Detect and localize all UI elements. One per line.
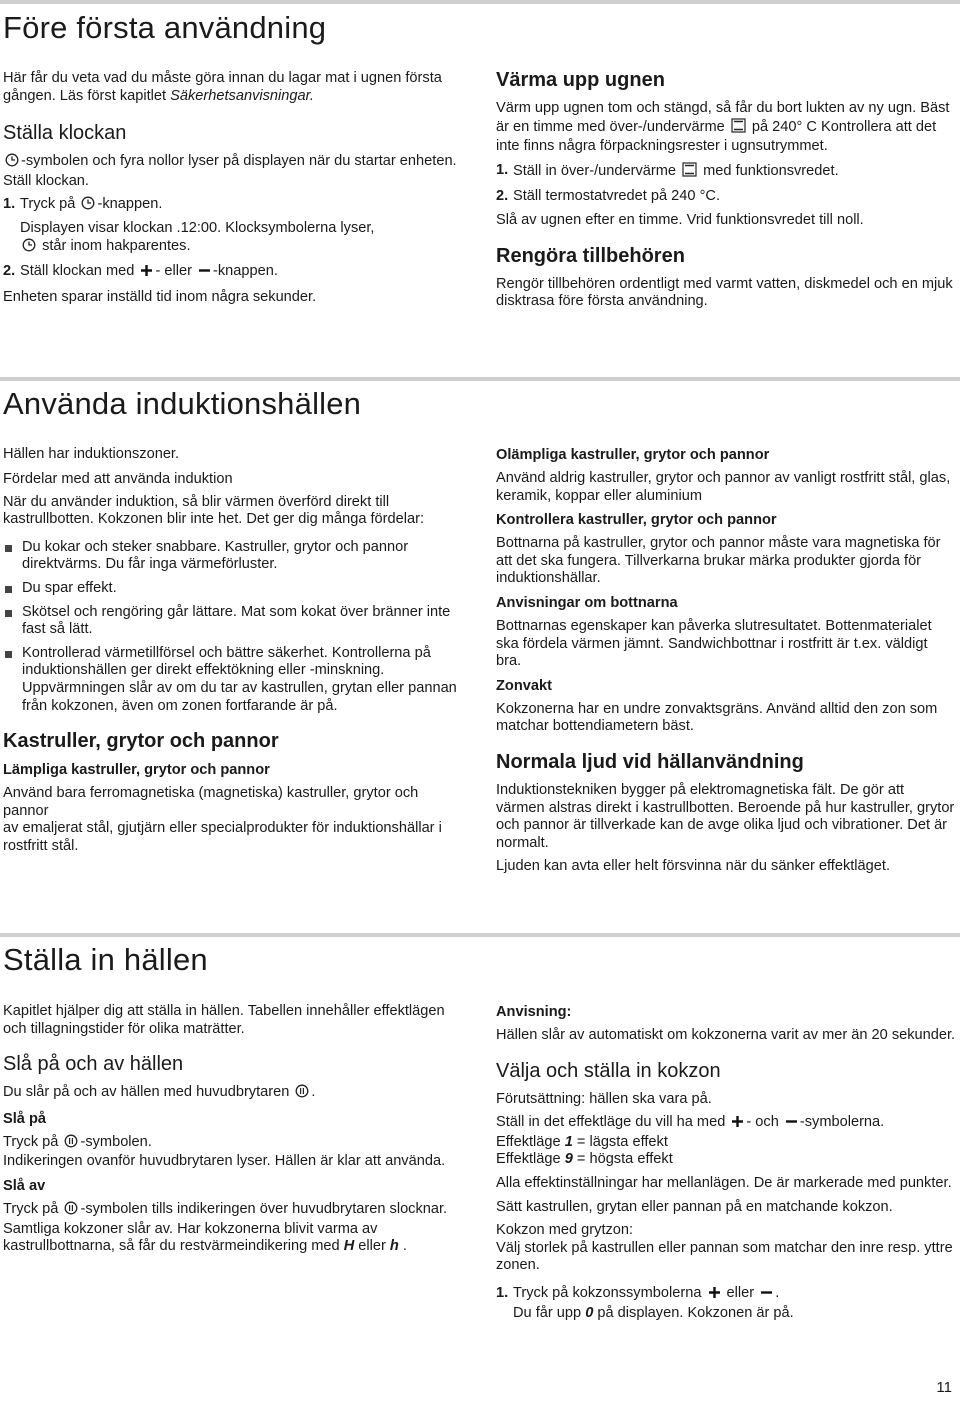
clock-heading: Ställa klockan <box>3 122 127 145</box>
bullet-square-icon <box>5 610 12 617</box>
clock-icon <box>81 196 95 216</box>
residual-heat-H-symbol: H <box>343 1238 355 1255</box>
precondition-text: Förutsättning: hällen ska vara på. <box>496 1090 712 1107</box>
bullet-square-icon <box>5 545 12 552</box>
list-item-text: Du spar effekt. <box>22 579 117 596</box>
check-heading: Kontrollera kastruller, grytor och pannor <box>496 512 777 529</box>
section-rule <box>0 0 960 4</box>
switch-on-heading: Slå på <box>3 1110 46 1127</box>
power-level-text: Ställ in det effektläge du vill ha med - och -symbolerna. Effektläge 1 = lägsta effekt Effektläge 9 = högsta effekt <box>496 1114 885 1168</box>
top-bottom-heat-icon <box>731 118 746 139</box>
intermediate-levels-text: Alla effektinställningar har mellanlägen. De är markerade med punkter. <box>496 1174 952 1191</box>
switch-on-text-1: Tryck på -symbolen. <box>3 1134 465 1154</box>
list-item-text: Kontrollerad värmetillförsel och bättre säkerhet. Kontrollerna på induktionshällen ger direkt effektökning eller -minskning. Uppvärmningen slår av om du tar av kastrullen, grytan eller pannan från kokzonen, även om zonen fortfarande är på. <box>22 644 457 714</box>
unsuitable-heading: Olämpliga kastruller, grytor och pannor <box>496 447 770 463</box>
clock-step-2: 2. Ställ klockan med - eller -knappen. <box>3 263 465 283</box>
unsuitable-text: Använd aldrig kastruller, grytor och pannor av vanligt rostfritt stål, glas, keramik, koppar eller aluminium <box>496 470 951 504</box>
left-column <box>3 70 465 312</box>
bullet-square-icon <box>5 651 12 658</box>
list-item <box>3 539 465 574</box>
level-1-symbol: 1 <box>564 1133 573 1150</box>
list-item-text: Skötsel och rengöring går lättare. Mat som kokat över bränner inte fast så lätt. <box>22 603 451 638</box>
heat-after: Slå av ugnen efter en timme. Vrid funktionsvredet till noll. <box>496 211 864 228</box>
minus-icon <box>198 264 211 283</box>
bottom-heading: Anvisningar om bottnarna <box>496 594 678 611</box>
zone-guard-heading: Zonvakt <box>496 677 552 694</box>
left-column <box>3 1003 465 1262</box>
minus-icon <box>760 1286 773 1305</box>
page-number: 11 <box>936 1379 952 1396</box>
heat-step-1: 1. Ställ in över-/undervärme med funktionsvredet. <box>496 162 956 183</box>
onoff-text: Du slår på och av hällen med huvudbrytaren . <box>3 1084 465 1104</box>
right-column <box>496 68 956 317</box>
onoff-heading: Slå på och av hällen <box>3 1053 184 1076</box>
dual-zone-text: Kokzon med grytzon: Välj storlek på kastrullen eller pannan som matchar den inre resp. yttre zonen. <box>496 1222 953 1274</box>
section-rule <box>0 933 960 937</box>
residual-heat-h-symbol: h <box>389 1238 399 1255</box>
heat-text: Värm upp ugnen tom och stängd, så får du bort lukten av ny ugn. Bäst är en timme med över-/undervärme på 240° C Kontrollera att det inte finns några förpackningsrester i ugnsutrymmet. <box>496 100 950 155</box>
heat-step-2: 2. Ställ termostatvredet på 240 °C. <box>496 188 721 205</box>
level-9-symbol: 9 <box>564 1151 573 1168</box>
plus-icon <box>731 1115 744 1134</box>
plus-icon <box>140 264 153 283</box>
advantages-heading: Fördelar med att använda induktion <box>3 470 233 487</box>
noise-text-1: Induktionstekniken bygger på elektromagnetiska fält. De gör att värmen alstras direkt i kastrullbotten. Beroende på hur kastruller, grytor och pannor är tillverkade kan de avge olika ljud och vibrationer. Det är normalt. <box>496 781 955 851</box>
noise-text-2: Ljuden kan avta eller helt försvinna när du sänker effektläget. <box>496 858 891 875</box>
noise-heading: Normala ljud vid hällanvändning <box>496 750 804 773</box>
advantages-text: När du använder induktion, så blir värmen överförd direkt till kastrullbotten. Kokzonen blir inte het. Det ger dig många fördelar: <box>3 493 425 528</box>
section-title: Före första användning <box>3 10 327 45</box>
right-column <box>496 1003 956 1328</box>
suitable-text-1: Använd bara ferromagnetiska (magnetiska) kastruller, grytor och pannor <box>3 785 419 819</box>
zone-guard-text: Kokzonerna har en undre zonvaktsgräns. Använd alltid den zon som matchar bottendiametern bäst. <box>496 700 938 735</box>
clock-note: Enheten sparar inställd tid inom några sekunder. <box>3 288 317 305</box>
clean-text: Rengör tillbehören ordentligt med varmt vatten, diskmedel och en mjuk disktrasa före första användning. <box>496 275 953 310</box>
induction-intro: Hällen har induktionszoner. <box>3 446 180 462</box>
list-item <box>3 604 465 639</box>
section-rule <box>0 377 960 381</box>
bullet-square-icon <box>5 586 12 593</box>
suitable-text-2: av emaljerat stål, gjutjärn eller specialprodukter för induktionshällar i rostfritt stål. <box>3 820 442 854</box>
list-item-text: Du kokar och steker snabbare. Kastruller, grytor och pannor direktvärms. Du får inga värmeförluster. <box>22 538 409 573</box>
clock-icon <box>22 238 36 258</box>
note-heading: Anvisning: <box>496 1004 572 1020</box>
switch-off-heading: Slå av <box>3 1177 46 1194</box>
bottom-text: Bottnarnas egenskaper kan påverka slutresultatet. Bottenmaterialet ska fördela värmen jämnt. Sandwichbottnar i rostfritt är t.ex. väldigt bra. <box>496 617 932 670</box>
advantages-list <box>3 539 465 715</box>
intro-text: Här får du veta vad du måste göra innan du lagar mat i ugnen första gången. Läs först kapitlet Säkerhetsanvisningar. <box>3 70 442 104</box>
main-switch-icon <box>295 1084 309 1104</box>
heat-heading: Värma upp ugnen <box>496 69 665 91</box>
switch-off-text-1: Tryck på -symbolen tills indikeringen över huvudbrytaren slocknar. <box>3 1201 465 1221</box>
main-switch-icon <box>64 1201 78 1221</box>
select-zone-heading: Välja och ställa in kokzon <box>496 1059 721 1082</box>
clock-step-1: 1. Tryck på -knappen. Displayen visar klockan .12:00. Klocksymbolerna lyser, står inom hakparentes. <box>3 196 465 257</box>
suitable-heading: Lämpliga kastruller, grytor och pannor <box>3 762 270 779</box>
clock-intro: -symbolen och fyra nollor lyser på displayen när du startar enheten. Ställ klockan. <box>3 153 457 189</box>
left-column <box>3 446 465 862</box>
top-bottom-heat-icon <box>682 162 697 183</box>
list-item <box>3 580 465 598</box>
place-pan-text: Sätt kastrullen, grytan eller pannan på en matchande kokzon. <box>496 1198 893 1215</box>
clock-icon <box>5 153 19 173</box>
minus-icon <box>785 1115 798 1134</box>
pots-heading: Kastruller, grytor och pannor <box>3 730 279 753</box>
note-text: Hällen slår av automatiskt om kokzonerna varit av mer än 20 sekunder. <box>496 1027 956 1043</box>
clean-heading: Rengöra tillbehören <box>496 244 685 267</box>
section-title: Använda induktionshällen <box>3 386 362 421</box>
intro-link[interactable]: Säkerhetsanvisningar. <box>170 87 314 104</box>
check-text: Bottnarna på kastruller, grytor och pannor måste vara magnetiska för att det ska fungera. Tillverkarna brukar märka produkter gjorda för induktionshällar. <box>496 535 941 587</box>
plus-icon <box>708 1286 721 1305</box>
switch-on-text-2: Indikeringen ovanför huvudbrytaren lyser. Hällen är klar att använda. <box>3 1153 446 1170</box>
settings-intro: Kapitlet hjälper dig att ställa in hällen. Tabellen innehåller effektlägen och tillagningstider för olika maträtter. <box>3 1003 445 1037</box>
list-item <box>3 645 465 715</box>
switch-off-text-2: Samtliga kokzoner slår av. Har kokzonerna blivit varma av kastrullbottnarna, så får du restvärmeindikering med H eller h . <box>3 1220 407 1255</box>
right-column <box>496 446 956 882</box>
level-0-symbol: 0 <box>585 1304 594 1321</box>
select-zone-step-1: 1. Tryck på kokzonssymbolerna eller . Du får upp 0 på displayen. Kokzonen är på. <box>496 1284 794 1321</box>
section-title: Ställa in hällen <box>3 942 208 977</box>
main-switch-icon <box>64 1134 78 1154</box>
